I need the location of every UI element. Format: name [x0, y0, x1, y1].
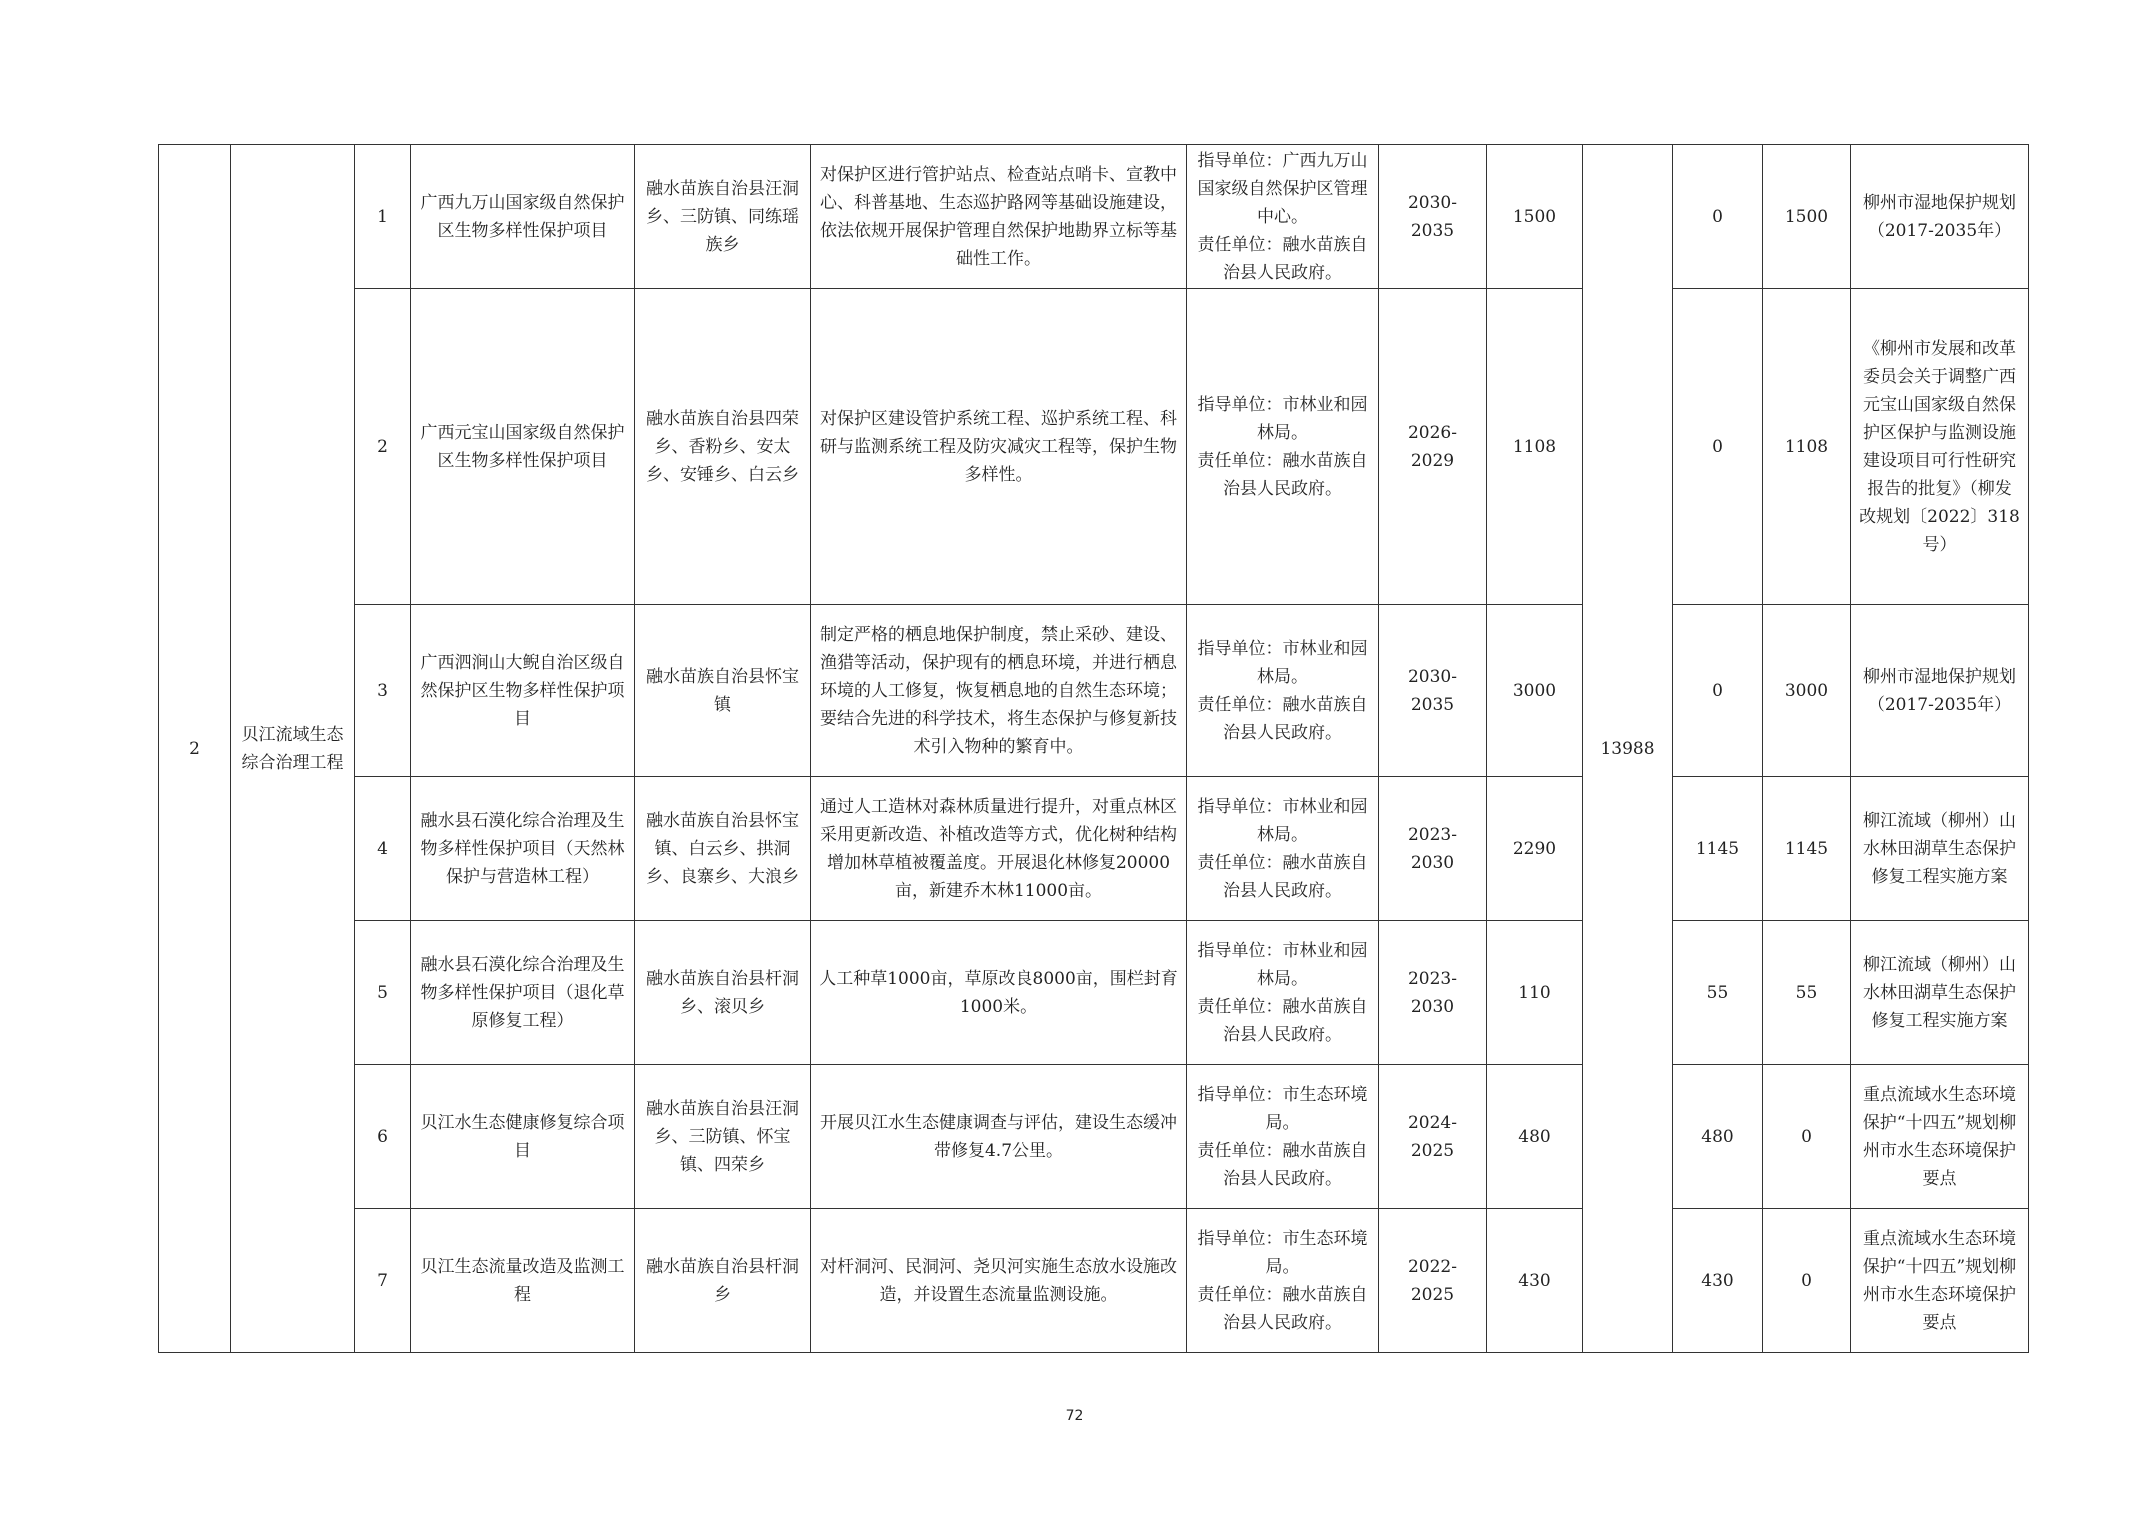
period-cell: 2026-2029: [1379, 289, 1487, 605]
content-cell: 对杆洞河、民洞河、尧贝河实施生态放水设施改造，并设置生态流量监测设施。: [811, 1209, 1187, 1353]
row-number-cell: 7: [355, 1209, 411, 1353]
content-cell: 制定严格的栖息地保护制度，禁止采砂、建设、渔猎等活动，保护现有的栖息环境，并进行栖息环境的人工修复，恢复栖息地的自然生态环境；要结合先进的科学技术，将生态保护与修复新技术引入物种的繁育中。: [811, 605, 1187, 777]
project-name-cell: 广西泗涧山大鲵自治区级自然保护区生物多样性保护项目: [411, 605, 635, 777]
group-name-cell: 贝江流域生态综合治理工程: [231, 145, 355, 1353]
responsible-unit: 责任单位：融水苗族自治县人民政府。: [1197, 234, 1368, 283]
responsible-unit: 责任单位：融水苗族自治县人民政府。: [1197, 996, 1368, 1045]
content-cell: 通过人工造林对森林质量进行提升，对重点林区采用更新改造、补植改造等方式，优化树种结构增加林草植被覆盖度。开展退化林修复20000亩，新建乔木林11000亩。: [811, 777, 1187, 921]
project-name-cell: 融水县石漠化综合治理及生物多样性保护项目（退化草原修复工程）: [411, 921, 635, 1065]
responsible-unit: 责任单位：融水苗族自治县人民政府。: [1197, 1140, 1368, 1189]
fund-b-cell: 1145: [1763, 777, 1851, 921]
basis-cell: 《柳州市发展和改革委员会关于调整广西元宝山国家级自然保护区保护与监测设施建设项目可行性研究报告的批复》（柳发改规划〔2022〕318号）: [1851, 289, 2029, 605]
row-number-cell: 6: [355, 1065, 411, 1209]
row-number-cell: 3: [355, 605, 411, 777]
basis-cell: 柳州市湿地保护规划（2017-2035年）: [1851, 605, 2029, 777]
row-number-cell: 4: [355, 777, 411, 921]
responsible-unit: 责任单位：融水苗族自治县人民政府。: [1197, 450, 1368, 499]
guidance-unit: 指导单位：市生态环境局。: [1197, 1228, 1368, 1277]
responsible-unit: 责任单位：融水苗族自治县人民政府。: [1197, 1284, 1368, 1333]
table-row: [159, 145, 2029, 289]
location-cell: 融水苗族自治县怀宝镇、白云乡、拱洞乡、良寨乡、大浪乡: [635, 777, 811, 921]
project-name-cell: 广西元宝山国家级自然保护区生物多样性保护项目: [411, 289, 635, 605]
location-cell: 融水苗族自治县汪洞乡、三防镇、怀宝镇、四荣乡: [635, 1065, 811, 1209]
location-cell: 融水苗族自治县四荣乡、香粉乡、安太乡、安锤乡、白云乡: [635, 289, 811, 605]
investment-cell: 430: [1487, 1209, 1583, 1353]
fund-a-cell: 0: [1673, 605, 1763, 777]
content-cell: 对保护区进行管护站点、检查站点哨卡、宣教中心、科普基地、生态巡护路网等基础设施建设，依法依规开展保护管理自然保护地勘界立标等基础性工作。: [811, 145, 1187, 289]
fund-a-cell: 1145: [1673, 777, 1763, 921]
row-number-cell: 2: [355, 289, 411, 605]
period-cell: 2022-2025: [1379, 1209, 1487, 1353]
page-number: 72: [1065, 1408, 1084, 1424]
project-name-cell: 贝江水生态健康修复综合项目: [411, 1065, 635, 1209]
guidance-unit: 指导单位：市林业和园林局。: [1197, 940, 1368, 989]
investment-cell: 110: [1487, 921, 1583, 1065]
basis-cell: 重点流域水生态环境保护“十四五”规划柳州市水生态环境保护要点: [1851, 1065, 2029, 1209]
investment-cell: 1500: [1487, 145, 1583, 289]
table-row: [159, 777, 2029, 921]
guidance-unit: 指导单位：市生态环境局。: [1197, 1084, 1368, 1133]
fund-a-cell: 0: [1673, 145, 1763, 289]
project-table: [158, 144, 2029, 1353]
period-cell: 2023-2030: [1379, 777, 1487, 921]
table-row: [159, 289, 2029, 605]
guidance-unit: 指导单位：市林业和园林局。: [1197, 394, 1368, 443]
location-cell: 融水苗族自治县杆洞乡: [635, 1209, 811, 1353]
table-row: [159, 921, 2029, 1065]
location-cell: 融水苗族自治县杆洞乡、滚贝乡: [635, 921, 811, 1065]
fund-b-cell: 0: [1763, 1065, 1851, 1209]
guidance-unit: 指导单位：广西九万山国家级自然保护区管理中心。: [1197, 150, 1368, 227]
guidance-unit: 指导单位：市林业和园林局。: [1197, 796, 1368, 845]
unit-cell: [1187, 289, 1379, 605]
location-cell: 融水苗族自治县汪洞乡、三防镇、同练瑶族乡: [635, 145, 811, 289]
period-cell: 2030-2035: [1379, 145, 1487, 289]
period-cell: 2030-2035: [1379, 605, 1487, 777]
investment-cell: 3000: [1487, 605, 1583, 777]
row-number-cell: 1: [355, 145, 411, 289]
responsible-unit: 责任单位：融水苗族自治县人民政府。: [1197, 852, 1368, 901]
project-name-cell: 广西九万山国家级自然保护区生物多样性保护项目: [411, 145, 635, 289]
content-cell: 对保护区建设管护系统工程、巡护系统工程、科研与监测系统工程及防灾减灾工程等，保护生物多样性。: [811, 289, 1187, 605]
basis-cell: 柳州市湿地保护规划（2017-2035年）: [1851, 145, 2029, 289]
investment-cell: 2290: [1487, 777, 1583, 921]
fund-a-cell: 480: [1673, 1065, 1763, 1209]
fund-b-cell: 1500: [1763, 145, 1851, 289]
basis-cell: 柳江流域（柳州）山水林田湖草生态保护修复工程实施方案: [1851, 921, 2029, 1065]
group-total-cell: 13988: [1583, 145, 1673, 1353]
investment-cell: 480: [1487, 1065, 1583, 1209]
period-cell: 2023-2030: [1379, 921, 1487, 1065]
table-row: [159, 1065, 2029, 1209]
fund-b-cell: 0: [1763, 1209, 1851, 1353]
content-cell: 人工种草1000亩，草原改良8000亩，围栏封育1000米。: [811, 921, 1187, 1065]
unit-cell: [1187, 777, 1379, 921]
fund-a-cell: 55: [1673, 921, 1763, 1065]
basis-cell: 柳江流域（柳州）山水林田湖草生态保护修复工程实施方案: [1851, 777, 2029, 921]
unit-cell: [1187, 921, 1379, 1065]
unit-cell: [1187, 145, 1379, 289]
project-name-cell: 融水县石漠化综合治理及生物多样性保护项目（天然林保护与营造林工程）: [411, 777, 635, 921]
content-cell: 开展贝江水生态健康调查与评估，建设生态缓冲带修复4.7公里。: [811, 1065, 1187, 1209]
fund-b-cell: 55: [1763, 921, 1851, 1065]
project-name-cell: 贝江生态流量改造及监测工程: [411, 1209, 635, 1353]
investment-cell: 1108: [1487, 289, 1583, 605]
fund-a-cell: 430: [1673, 1209, 1763, 1353]
table-row: [159, 1209, 2029, 1353]
unit-cell: [1187, 1209, 1379, 1353]
unit-cell: [1187, 1065, 1379, 1209]
responsible-unit: 责任单位：融水苗族自治县人民政府。: [1197, 694, 1368, 743]
table-row: [159, 605, 2029, 777]
fund-a-cell: 0: [1673, 289, 1763, 605]
location-cell: 融水苗族自治县怀宝镇: [635, 605, 811, 777]
guidance-unit: 指导单位：市林业和园林局。: [1197, 638, 1368, 687]
unit-cell: [1187, 605, 1379, 777]
row-number-cell: 5: [355, 921, 411, 1065]
group-number-cell: 2: [159, 145, 231, 1353]
basis-cell: 重点流域水生态环境保护“十四五”规划柳州市水生态环境保护要点: [1851, 1209, 2029, 1353]
period-cell: 2024-2025: [1379, 1065, 1487, 1209]
fund-b-cell: 1108: [1763, 289, 1851, 605]
fund-b-cell: 3000: [1763, 605, 1851, 777]
